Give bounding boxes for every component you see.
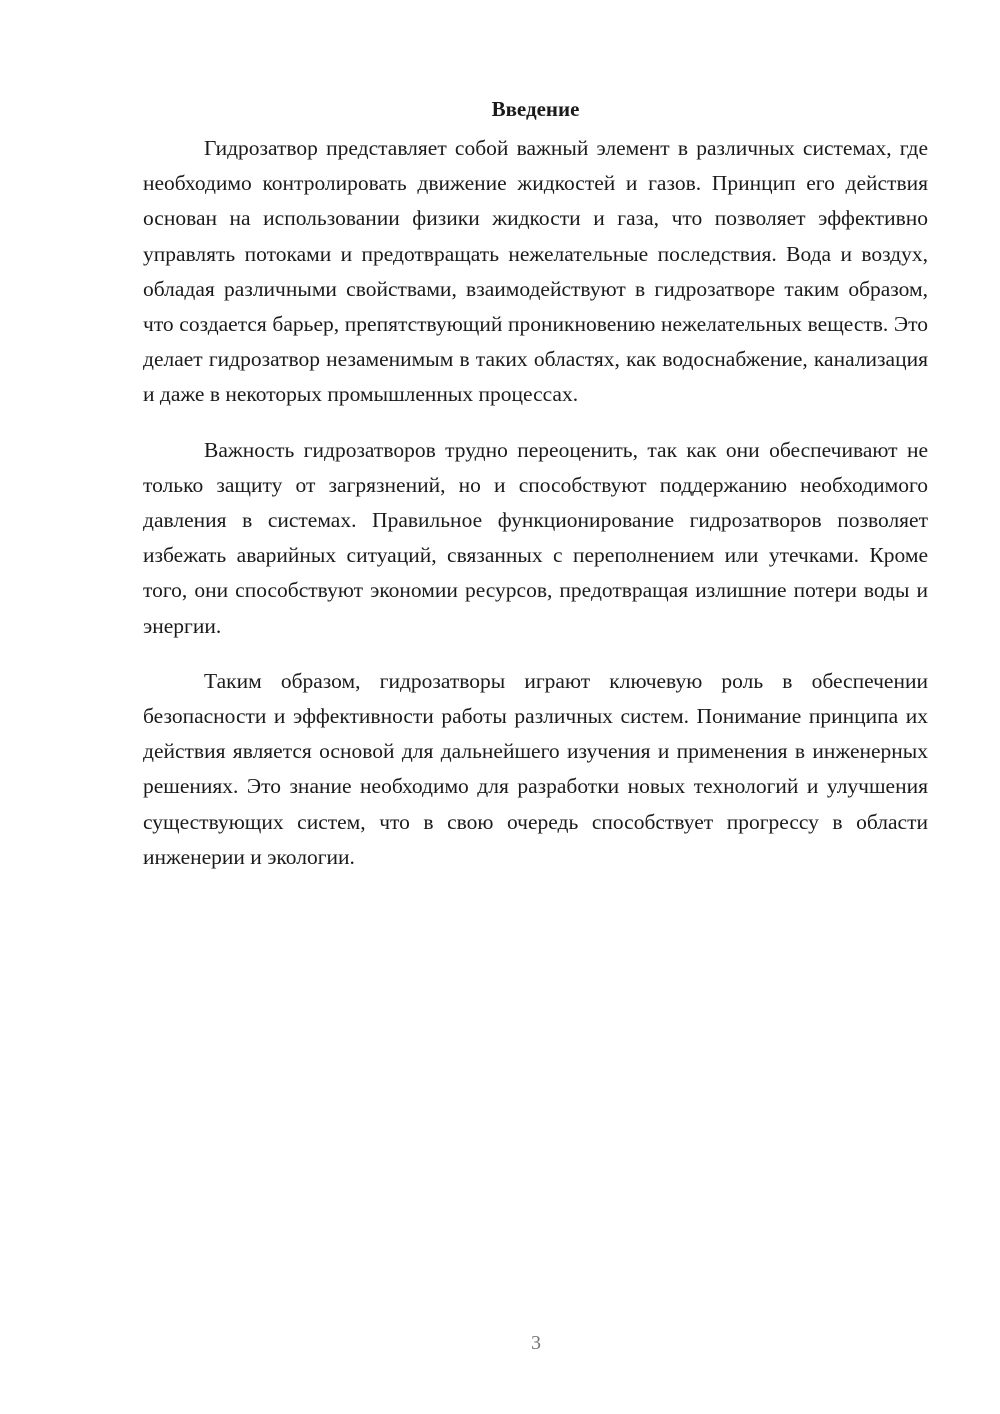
section-title: Введение <box>491 97 580 121</box>
page-content <box>143 92 928 875</box>
paragraph-1: Гидрозатвор представляет собой важный элемент в различных системах, где необходимо контролировать движение жидкостей и газов. Принцип его действия основан на использовании физики жидкости и газа, что позволяет эффективно управлять потоками и предотвращать нежелательные последствия. Вода и воздух, обладая различными свойствами, взаимодействуют в гидрозатворе таким образом, что создается барьер, препятствующий проникновению нежелательных веществ. Это делает гидрозатвор незаменимым в таких областях, как водоснабжение, канализация и даже в некоторых промышленных процессах. <box>143 136 928 407</box>
paragraph-3: Таким образом, гидрозатворы играют ключевую роль в обеспечении безопасности и эффективности работы различных систем. Понимание принципа их действия является основой для дальнейшего изучения и применения в инженерных решениях. Это знание необходимо для разработки новых технологий и улучшения существующих систем, что в свою очередь способствует прогрессу в области инженерии и экологии. <box>143 668 928 869</box>
paragraph-2: Важность гидрозатворов трудно переоценить, так как они обеспечивают не только защиту от загрязнений, но и способствуют поддержанию необходимого давления в системах. Правильное функционирование гидрозатворов позволяет избежать аварийных ситуаций, связанных с переполнением или утечками. Кроме того, они способствуют экономии ресурсов, предотвращая излишние потери воды и энергии. <box>143 437 928 638</box>
page-number: 3 <box>531 1332 541 1354</box>
